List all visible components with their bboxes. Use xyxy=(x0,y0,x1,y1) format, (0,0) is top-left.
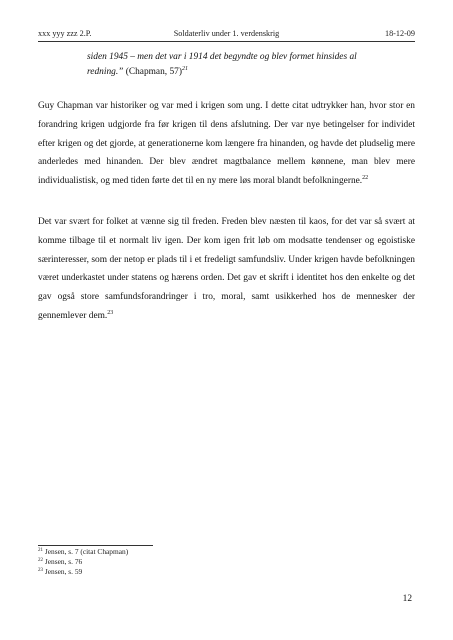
footnotes xyxy=(38,547,128,577)
footnote-number: 23 xyxy=(38,568,43,573)
header-left-text: xxx yyy zzz 2.P. xyxy=(38,29,92,38)
header-divider xyxy=(38,41,415,42)
footnote-number: 21 xyxy=(38,548,43,553)
footnote-text: Jensen, s. 76 xyxy=(44,557,83,566)
footnote-text: Jensen, s. 7 (citat Chapman) xyxy=(44,547,129,556)
paragraph-1 xyxy=(38,97,415,191)
running-header xyxy=(38,29,415,41)
footnote-divider xyxy=(38,545,153,546)
paragraph-2-text: Det var svært for folket at vænne sig til freden. Freden blev næsten til kaos, for det var så svært at komme tilbage til et normalt liv igen. Der kom igen frit løb om modsatte tendenser og egoistiske særinteresser, som der netop er plads til i et fredeligt samfundsliv. Under krigen havde befolkningen været underkastet under statens og hærens orden. Det gav et skrift i identitet hos den enkelte og det gav også store samfundsforandringer i tro, moral, samt usikkerhed hos de mennesker der gennemlever dem. xyxy=(38,217,415,321)
page-number: 12 xyxy=(402,594,412,604)
footnote-23 xyxy=(38,567,128,577)
footnote-21 xyxy=(38,547,128,557)
quote-citation: (Chapman, 57) xyxy=(125,67,182,77)
block-quote xyxy=(87,50,370,80)
footnote-ref-21: 21 xyxy=(181,66,188,72)
footnote-ref-22: 22 xyxy=(362,175,369,182)
header-title: Soldaterliv under 1. verdenskrig xyxy=(173,29,280,38)
footnote-number: 22 xyxy=(38,558,43,563)
footnote-22 xyxy=(38,557,128,567)
header-date: 18-12-09 xyxy=(384,29,415,38)
footnote-ref-23: 23 xyxy=(107,309,114,316)
paragraph-1-text: Guy Chapman var historiker og var med i krigen som ung. I dette citat udtrykker han, hvor stor en forandring krigen udgjorde fra før krigen til dens afslutning. Der var nye betingelser for individet efter krigen og det gjorde, at generationerne kom længere fra hinanden, og havde det pludselig mere anderledes med hinanden. Der blev ændret magtbalance mellem kønnene, man blev mere individualistisk, og med tiden førte det til en ny mere løs moral blandt befolkningerne. xyxy=(38,101,415,187)
paragraph-2 xyxy=(38,213,415,326)
quote-text: siden 1945 – men det var i 1914 det begyndte og blev formet hinsides al redning.” xyxy=(87,52,357,77)
footnote-text: Jensen, s. 59 xyxy=(44,567,83,576)
